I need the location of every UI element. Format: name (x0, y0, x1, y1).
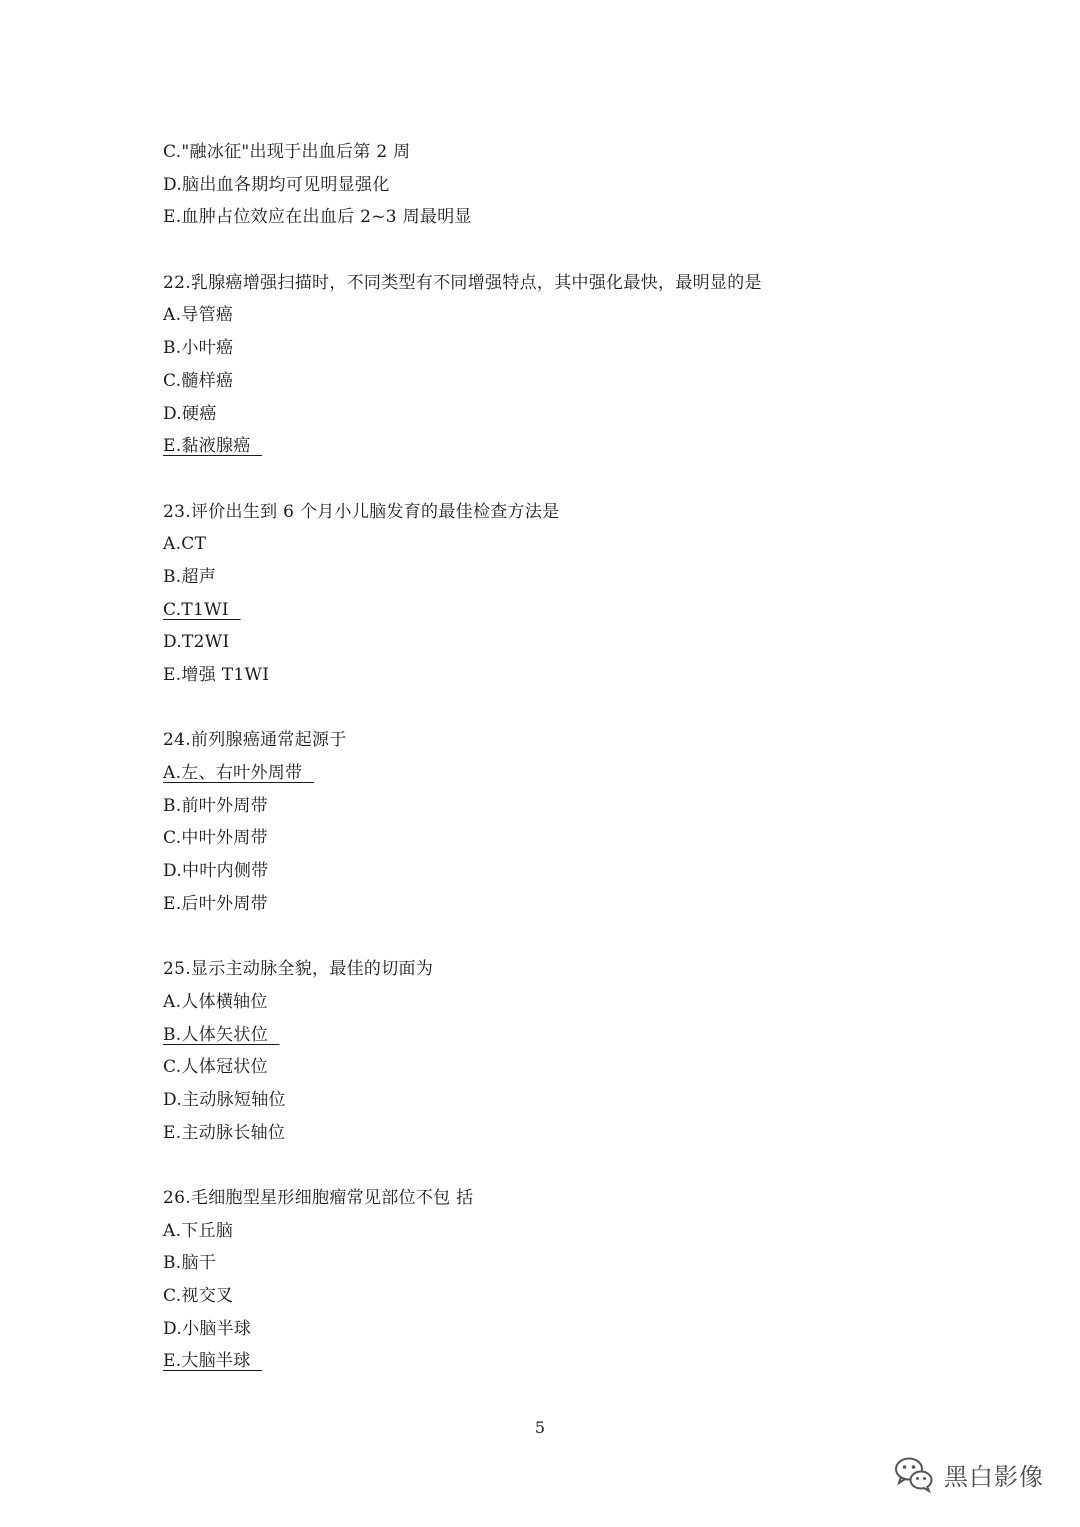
question-block (163, 1182, 923, 1378)
question-block (163, 724, 923, 920)
question-stem: 22.乳腺癌增强扫描时，不同类型有不同增强特点，其中强化最快，最明显的是 (163, 272, 762, 293)
option-line: C."融冰征"出现于出血后第 2 周 (163, 142, 411, 162)
question-stem: 24.前列腺癌通常起源于 (163, 730, 347, 751)
correct-option-line (163, 594, 923, 627)
option-text: E.增强 T1WI (163, 665, 270, 685)
correct-option-text: B.人体矢状位 (163, 1024, 268, 1045)
watermark (892, 1452, 1044, 1496)
correct-option-text: C.T1WI (163, 599, 229, 620)
option-line (163, 561, 923, 594)
correct-option-text: E.黏液腺癌 (163, 436, 251, 457)
option-text: A.CT (163, 534, 207, 555)
option-line (163, 1051, 923, 1084)
option-text: B.前叶外周带 (163, 795, 268, 816)
watermark-text: 黑白影像 (944, 1462, 1044, 1491)
option-text: D.主动脉短轴位 (163, 1089, 286, 1110)
page-number: 5 (534, 1418, 546, 1437)
option-line (163, 398, 923, 431)
option-text: D.硬癌 (163, 403, 217, 424)
option-text: E.主动脉长轴位 (163, 1122, 286, 1143)
option-line (163, 1215, 923, 1248)
wechat-icon (892, 1452, 936, 1496)
option-text: C.中叶外周带 (163, 828, 268, 849)
question-gap (163, 1149, 923, 1182)
question-block (163, 496, 923, 692)
option-line (163, 1313, 923, 1346)
option-text: A.导管癌 (163, 305, 234, 326)
option-line (163, 365, 923, 398)
question-block (163, 267, 923, 463)
option-line (163, 1247, 923, 1280)
option-text: D.中叶内侧带 (163, 861, 269, 882)
option-line (163, 659, 923, 692)
option-text: A.人体横轴位 (163, 991, 268, 1012)
option-text: D.T2WI (163, 632, 230, 653)
option-line (163, 1084, 923, 1117)
option-line (163, 626, 923, 659)
correct-option-text: A.左、右叶外周带 (163, 763, 303, 784)
option-text: B.超声 (163, 566, 217, 587)
question-gap (163, 234, 923, 267)
option-line (163, 822, 923, 855)
option-line (163, 332, 923, 365)
option-text: C.髓样癌 (163, 370, 234, 391)
question-stem: 26.毛细胞型星形细胞瘤常见部位不包 括 (163, 1188, 474, 1208)
question-block (163, 953, 923, 1149)
correct-option-line (163, 1345, 923, 1378)
option-line (163, 299, 923, 332)
correct-option-line (163, 757, 923, 790)
option-line: D.脑出血各期均可见明显强化 (163, 174, 390, 195)
question-stem: 25.显示主动脉全貌，最佳的切面为 (163, 959, 434, 980)
option-text: A.下丘脑 (163, 1220, 234, 1241)
option-line (163, 528, 923, 561)
option-text: C.视交叉 (163, 1286, 234, 1307)
option-text: B.脑干 (163, 1253, 217, 1274)
question-gap (163, 921, 923, 954)
question-stem: 23.评价出生到 6 个月小儿脑发育的最佳检查方法是 (163, 501, 560, 522)
option-line (163, 790, 923, 823)
question-gap (163, 463, 923, 496)
option-line (163, 1280, 923, 1313)
correct-option-text: E.大脑半球 (163, 1351, 251, 1372)
option-line (163, 986, 923, 1019)
option-text: D.小脑半球 (163, 1318, 252, 1339)
option-line: E.血肿占位效应在出血后 2~3 周最明显 (163, 207, 472, 228)
correct-option-line (163, 430, 923, 463)
correct-option-line (163, 1019, 923, 1052)
continuation-options (163, 136, 923, 234)
option-line (163, 888, 923, 921)
option-text: C.人体冠状位 (163, 1057, 268, 1078)
option-line (163, 1117, 923, 1150)
option-line (163, 855, 923, 888)
option-text: E.后叶外周带 (163, 893, 268, 914)
questions (163, 234, 923, 1378)
question-gap (163, 692, 923, 725)
question-list (163, 136, 923, 1378)
option-text: B.小叶癌 (163, 338, 234, 359)
